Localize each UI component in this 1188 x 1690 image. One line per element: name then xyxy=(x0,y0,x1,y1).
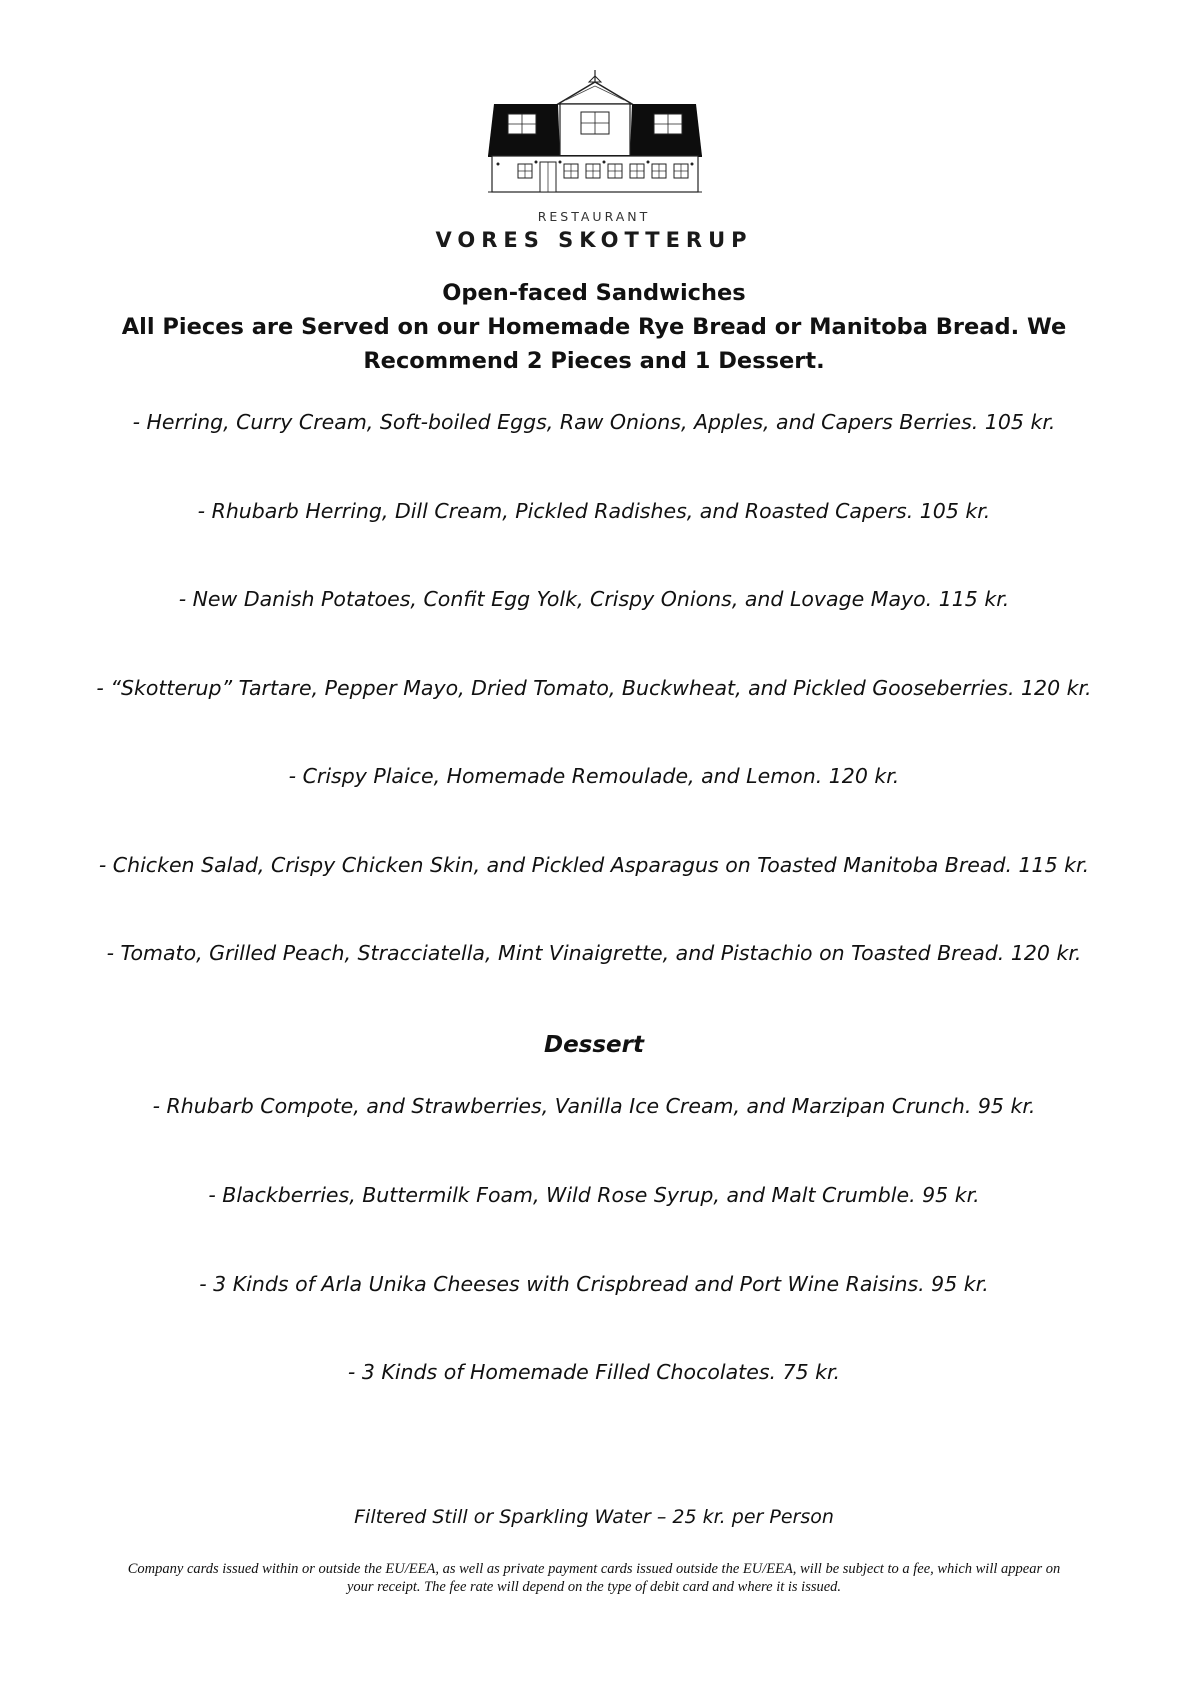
intro-line-1: All Pieces are Served on our Homemade Rye Bread or Manitoba Bread. We xyxy=(121,314,1067,340)
menu-item-sandwich: - New Danish Potatoes, Confit Egg Yolk, Crispy Onions, and Lovage Mayo. 115 kr. xyxy=(178,587,1010,611)
menu-item-sandwich: - Chicken Salad, Crispy Chicken Skin, and Pickled Asparagus on Toasted Manitoba Bread. 115 kr. xyxy=(98,853,1090,877)
menu-item-sandwich: - Rhubarb Herring, Dill Cream, Pickled Radishes, and Roasted Capers. 105 kr. xyxy=(197,499,991,523)
section-title-sandwiches: Open-faced Sandwiches xyxy=(442,280,746,306)
card-fee-note-line-1: Company cards issued within or outside the EU/EEA, as well as private payment cards issued outside the EU/EEA, will be subject to a fee, which will appear on xyxy=(127,1561,1061,1577)
menu-item-dessert: - 3 Kinds of Arla Unika Cheeses with Crispbread and Port Wine Raisins. 95 kr. xyxy=(199,1272,989,1296)
menu-item-sandwich: - Herring, Curry Cream, Soft-boiled Eggs, Raw Onions, Apples, and Capers Berries. 105 kr. xyxy=(132,410,1056,434)
water-price-note: Filtered Still or Sparkling Water – 25 kr. per Person xyxy=(354,1506,834,1528)
card-fee-note xyxy=(70,1560,1118,1596)
brand-name: VORES SKOTTERUP xyxy=(435,228,753,252)
section-title-dessert: Dessert xyxy=(543,1032,644,1058)
menu-item-sandwich: - “Skotterup” Tartare, Pepper Mayo, Dried Tomato, Buckwheat, and Pickled Gooseberries. 120 kr. xyxy=(96,676,1092,700)
menu-item-dessert: - 3 Kinds of Homemade Filled Chocolates. 75 kr. xyxy=(347,1360,841,1384)
card-fee-note-line-2: your receipt. The fee rate will depend on the type of debit card and where it is issued. xyxy=(346,1579,842,1595)
menu-item-dessert: - Blackberries, Buttermilk Foam, Wild Rose Syrup, and Malt Crumble. 95 kr. xyxy=(208,1183,980,1207)
restaurant-house-logo xyxy=(488,68,702,198)
menu-item-sandwich: - Tomato, Grilled Peach, Stracciatella, Mint Vinaigrette, and Pistachio on Toasted Bread. 120 kr. xyxy=(106,941,1082,965)
menu-item-dessert: - Rhubarb Compote, and Strawberries, Vanilla Ice Cream, and Marzipan Crunch. 95 kr. xyxy=(152,1094,1036,1118)
brand-subtitle: RESTAURANT xyxy=(537,209,651,224)
intro-line-2: Recommend 2 Pieces and 1 Dessert. xyxy=(363,348,825,374)
menu-item-sandwich: - Crispy Plaice, Homemade Remoulade, and Lemon. 120 kr. xyxy=(288,764,900,788)
